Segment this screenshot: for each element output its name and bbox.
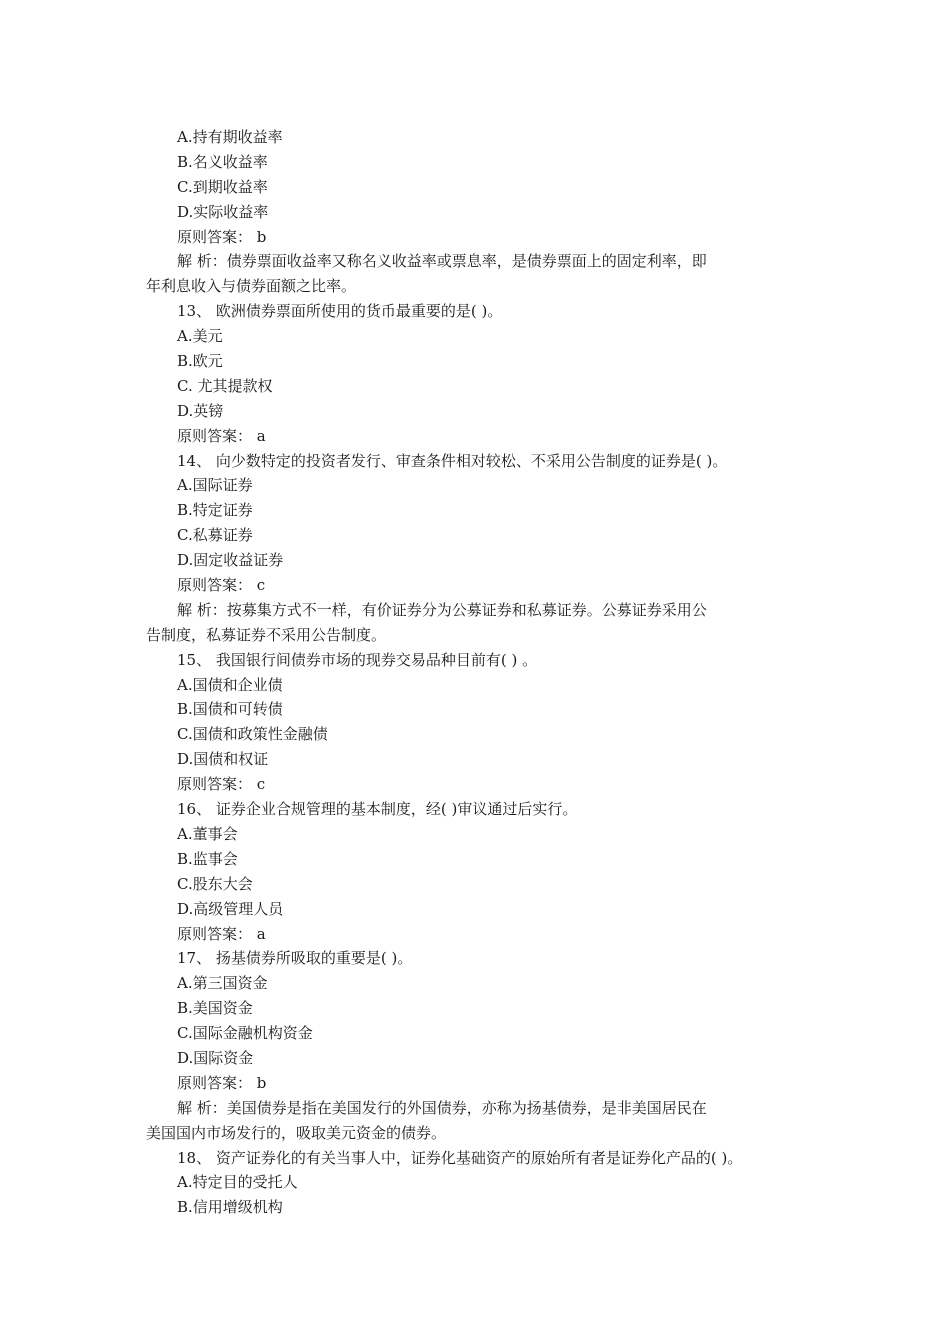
text-line: C.国债和政策性金融债: [177, 725, 328, 744]
text-line: 14、 向少数特定的投资者发行、审查条件相对较松、不采用公告制度的证券是( )。: [177, 451, 728, 470]
text-line: C.到期收益率: [177, 177, 268, 196]
text-line: B.信用增级机构: [177, 1198, 283, 1217]
text-line: A.持有期收益率: [177, 128, 283, 146]
text-line: B.名义收益率: [177, 152, 268, 171]
analysis-line-1: 解 析：美国债券是指在美国发行的外国债券，亦称为扬基债券，是非美国居民在: [177, 1098, 707, 1117]
text-line: 13、 欧洲债券票面所使用的货币最重要的是( )。: [177, 302, 503, 321]
text-line: 原则答案： c: [177, 576, 266, 595]
text-line: B.国债和可转债: [177, 700, 283, 719]
text-line: 17、 扬基债券所吸取的重要是( )。: [177, 949, 413, 968]
text-line: 16、 证券企业合规管理的基本制度，经( )审议通过后实行。: [177, 800, 578, 819]
analysis-line-1: 解 析：按募集方式不一样，有价证券分为公募证券和私募证券。公募证券采用公: [177, 600, 707, 619]
text-line: 18、 资产证券化的有关当事人中，证券化基础资产的原始所有者是证券化产品的( )。: [177, 1148, 743, 1167]
text-line: B.美国资金: [177, 999, 253, 1018]
text-line: A.第三国资金: [177, 974, 268, 993]
text-line: D.国债和权证: [177, 750, 269, 769]
text-line: D.国际资金: [177, 1048, 254, 1067]
text-line: B.特定证券: [177, 501, 253, 520]
analysis-paragraph: [146, 249, 810, 299]
text-line: A.美元: [177, 327, 223, 346]
text-line: 原则答案： a: [177, 924, 266, 943]
text-line: 15、 我国银行间债券市场的现券交易品种目前有( ) 。: [177, 650, 538, 669]
text-line: C. 尤其提款权: [177, 376, 273, 395]
text-line: B.监事会: [177, 849, 238, 868]
analysis-paragraph: [146, 1096, 810, 1146]
text-line: 原则答案： a: [177, 426, 266, 445]
text-line: D.英镑: [177, 401, 224, 420]
text-line: D.实际收益率: [177, 202, 269, 221]
text-line: 原则答案： b: [177, 227, 267, 246]
analysis-line-2: 年利息收入与债券面额之比率。: [146, 277, 357, 296]
text-line: D.固定收益证券: [177, 551, 284, 570]
document-body: [146, 125, 810, 1220]
text-line: D.高级管理人员: [177, 899, 284, 918]
text-line: A.董事会: [177, 824, 238, 843]
text-line: A.国债和企业债: [177, 675, 283, 694]
text-line: 原则答案： c: [177, 775, 266, 794]
text-line: B.欧元: [177, 352, 223, 371]
analysis-line-2: 美国国内市场发行的，吸取美元资金的债券。: [146, 1123, 447, 1142]
text-line: C.股东大会: [177, 874, 253, 893]
text-line: A.特定目的受托人: [177, 1173, 298, 1192]
analysis-paragraph: [146, 598, 810, 648]
text-line: 原则答案： b: [177, 1073, 267, 1092]
analysis-line-1: 解 析：债券票面收益率又称名义收益率或票息率，是债券票面上的固定利率，即: [177, 252, 707, 271]
text-line: A.国际证券: [177, 476, 253, 495]
analysis-line-2: 告制度，私募证券不采用公告制度。: [146, 625, 387, 644]
text-line: C.国际金融机构资金: [177, 1024, 313, 1043]
text-line: C.私募证券: [177, 526, 253, 545]
